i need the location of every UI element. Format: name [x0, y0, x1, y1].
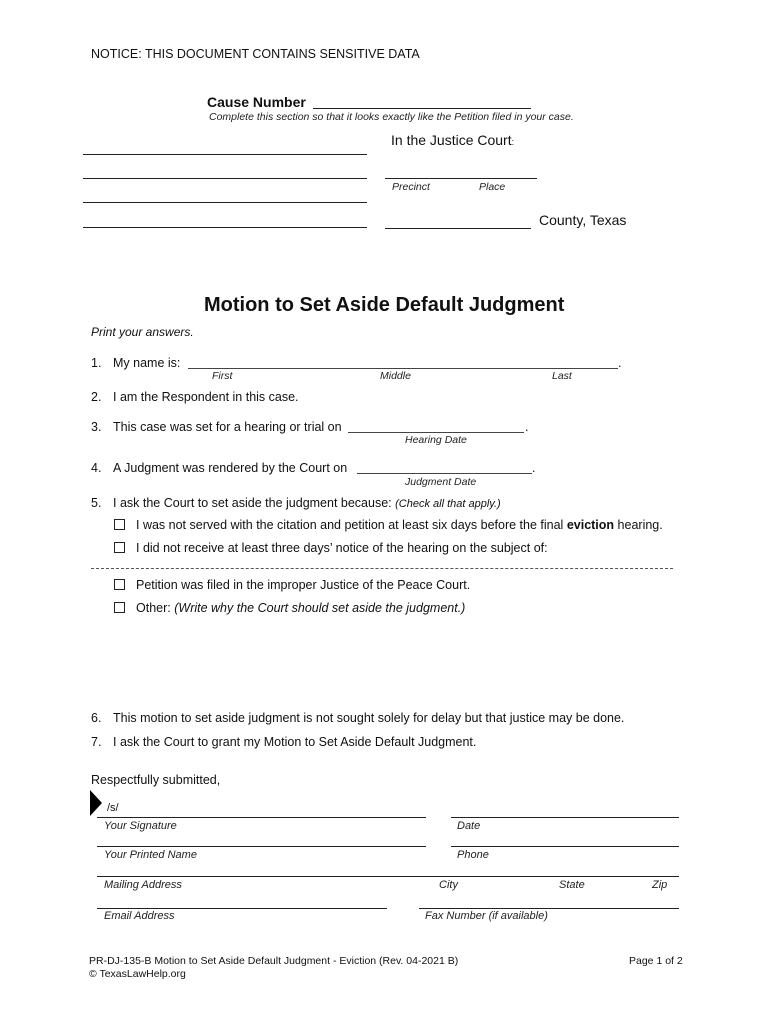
item-6-number: 6.	[91, 711, 102, 725]
check-all-note: (Check all that apply.)	[395, 498, 501, 510]
justice-court-text: In the Justice Court	[391, 132, 512, 148]
check-improper-court-text: Petition was filed in the improper Justice of the Peace Court.	[136, 578, 471, 592]
item-5-number: 5.	[91, 496, 102, 510]
printed-name-label: Your Printed Name	[104, 849, 197, 861]
middle-label: Middle	[380, 370, 411, 382]
precinct-label: Precinct	[392, 181, 430, 193]
check-not-served-text	[136, 518, 663, 532]
complete-note: Complete this section so that it looks exactly like the Petition filed in your case.	[209, 111, 574, 123]
email-field[interactable]	[97, 908, 387, 909]
page-number: Page 1 of 2	[629, 955, 683, 967]
last-label: Last	[552, 370, 572, 382]
check-1-pre: I was not served with the citation and petition at least six days before the final	[136, 518, 564, 532]
other-reason-area[interactable]	[136, 622, 676, 702]
item-4-period: .	[532, 461, 536, 475]
check-no-notice-text: I did not receive at least three days’ notice of the hearing on the subject of:	[136, 541, 548, 555]
mailing-address-field[interactable]	[97, 876, 679, 877]
hearing-date-label: Hearing Date	[405, 434, 467, 446]
cause-number-field[interactable]	[313, 108, 531, 109]
item-3-number: 3.	[91, 420, 102, 434]
date-label: Date	[457, 820, 481, 832]
checkbox-other[interactable]	[114, 602, 125, 613]
check-1-bold: eviction	[566, 518, 615, 532]
item-1-number: 1.	[91, 356, 102, 370]
print-answers: Print your answers.	[91, 325, 194, 339]
fax-field[interactable]	[419, 908, 679, 909]
check-1-post: hearing.	[617, 518, 663, 532]
phone-label: Phone	[457, 849, 489, 861]
party-line-4[interactable]	[83, 227, 367, 228]
judgment-date-label: Judgment Date	[405, 476, 477, 488]
county-field[interactable]	[385, 228, 531, 229]
item-7-text: I ask the Court to grant my Motion to Set Aside Default Judgment.	[113, 735, 477, 749]
check-other-italic: (Write why the Court should set aside the judgment.)	[174, 601, 466, 615]
respectfully-submitted: Respectfully submitted,	[91, 773, 221, 787]
check-other-text	[136, 601, 465, 615]
sign-here-arrow-icon	[90, 790, 104, 816]
judgment-date-field[interactable]	[357, 473, 532, 474]
item-4-text: A Judgment was rendered by the Court on	[113, 461, 348, 475]
item-4-number: 4.	[91, 461, 102, 475]
item-1-text: My name is:	[113, 356, 181, 370]
county-texas-label: County, Texas	[539, 212, 627, 228]
document-title: Motion to Set Aside Default Judgment	[204, 294, 565, 316]
signature-field[interactable]	[97, 817, 426, 818]
notice-subject-field[interactable]	[91, 568, 673, 569]
hearing-date-field[interactable]	[348, 432, 524, 433]
item-7-number: 7.	[91, 735, 102, 749]
cause-number-label: Cause Number	[207, 94, 306, 110]
city-label: City	[439, 879, 458, 891]
check-other-pre: Other:	[136, 601, 171, 615]
copyright-footer: © TexasLawHelp.org	[89, 968, 186, 980]
place-label: Place	[479, 181, 506, 193]
item-5-main: I ask the Court to set aside the judgment because:	[113, 496, 392, 510]
mailing-address-label: Mailing Address	[104, 879, 182, 891]
checkbox-improper-court[interactable]	[114, 579, 125, 590]
your-signature-label: Your Signature	[104, 820, 177, 832]
item-5-text	[113, 496, 501, 510]
fax-label: Fax Number (if available)	[425, 910, 548, 922]
item-1-period: .	[618, 356, 622, 370]
checkbox-no-notice[interactable]	[114, 542, 125, 553]
state-label: State	[559, 879, 585, 891]
justice-court-label	[391, 132, 514, 148]
item-3-period: .	[525, 420, 529, 434]
checkbox-not-served[interactable]	[114, 519, 125, 530]
item-3-text: This case was set for a hearing or trial on	[113, 420, 342, 434]
date-field[interactable]	[451, 817, 679, 818]
electronic-signature-mark: /s/	[107, 802, 119, 814]
party-line-2[interactable]	[83, 178, 367, 179]
item-6-text: This motion to set aside judgment is not sought solely for delay but that justice may be done.	[113, 711, 625, 725]
form-id-footer: PR-DJ-135-B Motion to Set Aside Default Judgment - Eviction (Rev. 04-2021 B)	[89, 955, 459, 967]
party-line-1[interactable]	[83, 154, 367, 155]
item-2-text: I am the Respondent in this case.	[113, 390, 299, 404]
printed-name-field[interactable]	[97, 846, 426, 847]
zip-label: Zip	[652, 879, 668, 891]
party-line-3[interactable]	[83, 202, 367, 203]
name-field[interactable]	[188, 368, 618, 369]
precinct-place-field[interactable]	[385, 178, 537, 179]
phone-field[interactable]	[451, 846, 679, 847]
email-label: Email Address	[104, 910, 175, 922]
sensitive-notice: NOTICE: THIS DOCUMENT CONTAINS SENSITIVE DATA	[91, 47, 420, 61]
first-label: First	[212, 370, 233, 382]
justice-court-colon: :	[511, 137, 515, 147]
item-2-number: 2.	[91, 390, 102, 404]
